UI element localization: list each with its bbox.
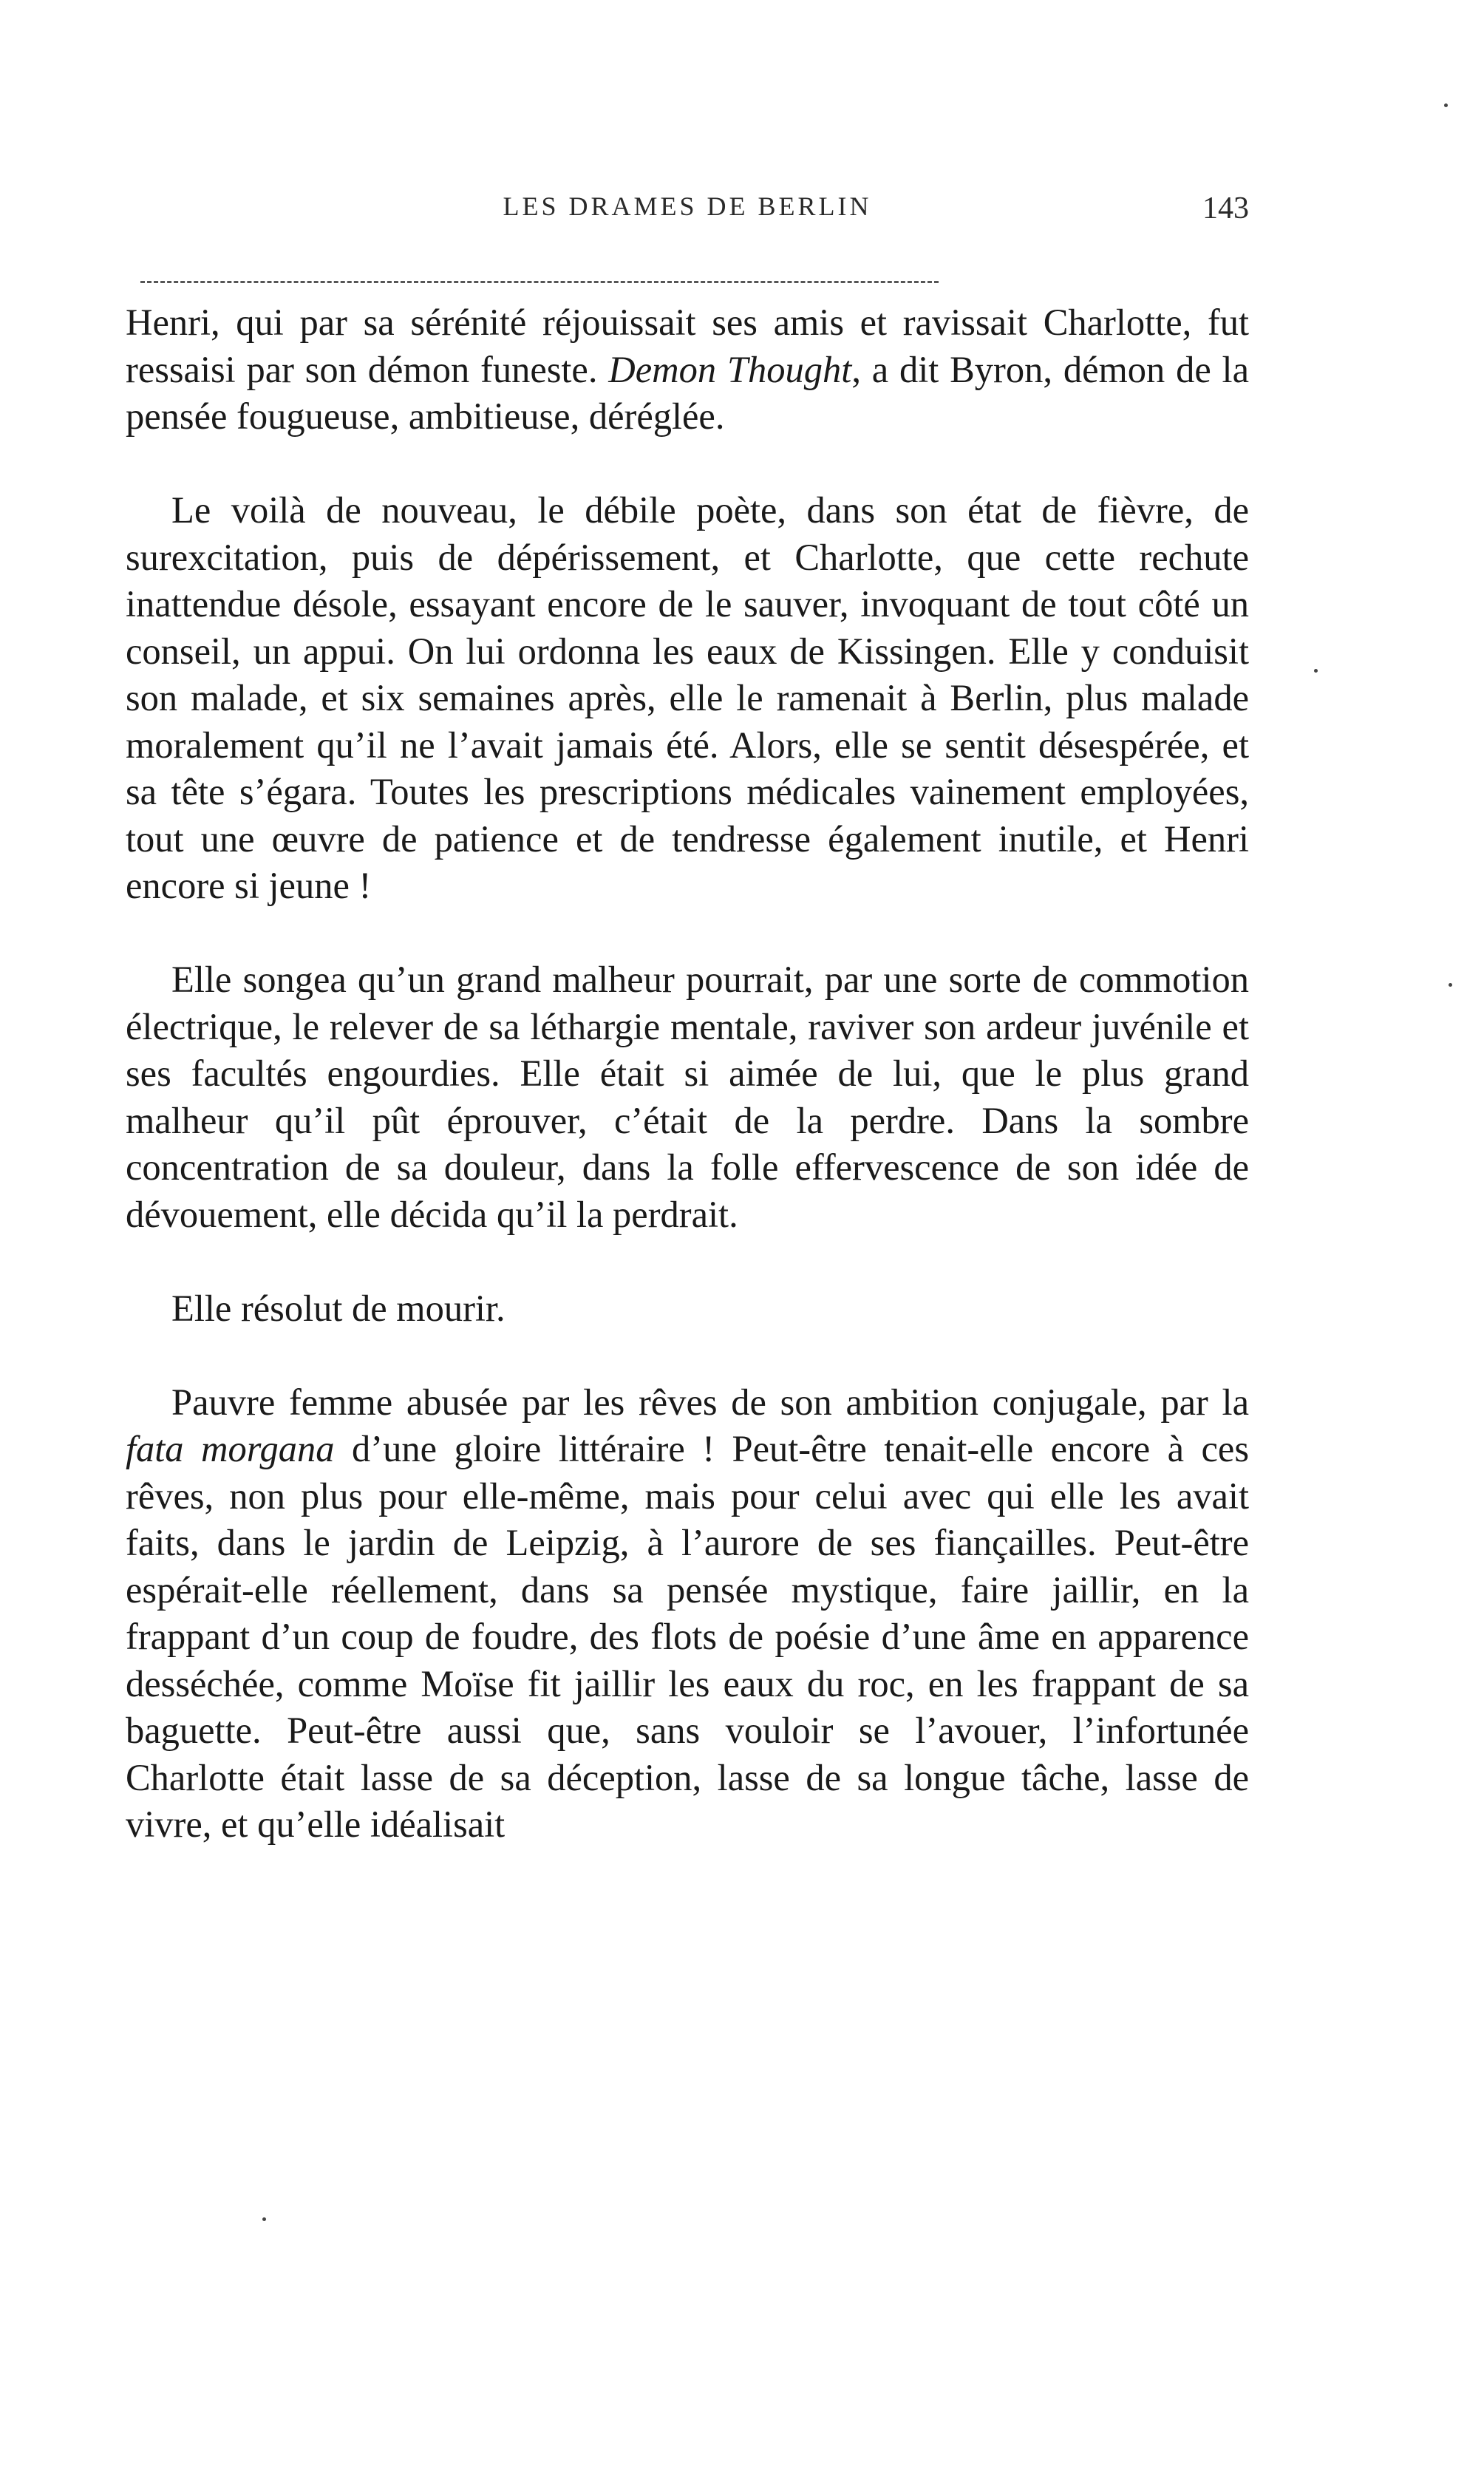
paragraph-text: Le voilà de nouveau, le débile poète, dans son état de fièvre, de surexcitation, puis de dépérissement, et Charlotte, que cette rechute inattendue désole, essayant encore de le sauver, invoquant de tout côté un conseil, un appui. On lui ordonna les eaux de Kissingen. Elle y conduisit son malade, et six semaines après, elle le ramenait à Berlin, plus malade moralement qu’il ne l’avait jamais été. Alors, elle se sentit désespérée, et sa tête s’égara. Toutes les prescriptions médicales vainement employées, tout une œuvre de patience et de tendresse également inutile, et Henri encore si jeune ! <box>126 489 1249 906</box>
running-title: LES DRAMES DE BERLIN <box>503 191 872 221</box>
paragraph-text: Pauvre femme abusée par les rêves de son ambition conjugale, par la <box>171 1381 1249 1423</box>
paragraph-text: Elle résolut de mourir. <box>171 1287 506 1329</box>
paragraph-text: Elle songea qu’un grand malheur pourrait, par une sorte de commotion électrique, le relever de sa léthargie mentale, raviver son ardeur juvénile et ses facultés engourdies. Elle était si aimée de lui, que le plus grand malheur qu’il pût éprouver, c’était de la perdre. Dans la sombre concentration de sa douleur, dans la folle effervescence de son idée de dévouement, elle décida qu’il la perdrait. <box>126 959 1249 1235</box>
paragraph <box>126 487 1249 910</box>
paragraph <box>126 956 1249 1238</box>
paragraph <box>126 1379 1249 1849</box>
page-number: 143 <box>1202 191 1249 225</box>
paragraph-text: Henri, qui par sa sérénité réjouissait ses amis et ravissait Charlotte, fut ressaisi par son démon funeste. <box>126 302 1249 390</box>
paragraph-text: d’une gloire littéraire ! Peut-être tenait-elle encore à ces rêves, non plus pour elle-même, mais pour celui avec qui elle les avait faits, dans le jardin de Leipzig, à l’aurore de ses fiançailles. Peut-être espérait-elle réellement, dans sa pensée mystique, faire jaillir, en la frappant d’un coup de foudre, des flots de poésie d’une âme en apparence desséchée, comme Moïse fit jaillir les eaux du roc, en les frappant de sa baguette. Peut-être aussi que, sans vouloir se l’avouer, l’infortunée Charlotte était lasse de sa déception, lasse de sa longue tâche, lasse de vivre, et qu’elle idéalisait <box>126 1428 1249 1845</box>
paragraph-text: , a dit Byron, démon de la pensée fougueuse, ambitieuse, déréglée. <box>126 348 1249 437</box>
ink-speck <box>1314 669 1318 673</box>
paragraph <box>126 299 1249 441</box>
header-rule <box>140 281 939 283</box>
body-text <box>126 299 1249 1849</box>
running-head <box>126 191 1249 242</box>
ink-speck <box>262 2217 266 2221</box>
ink-speck <box>1444 103 1448 107</box>
paragraph <box>126 1285 1249 1333</box>
italic-phrase: Demon Thought <box>608 348 852 390</box>
italic-phrase: fata morgana <box>126 1428 335 1469</box>
ink-speck <box>1449 983 1452 987</box>
